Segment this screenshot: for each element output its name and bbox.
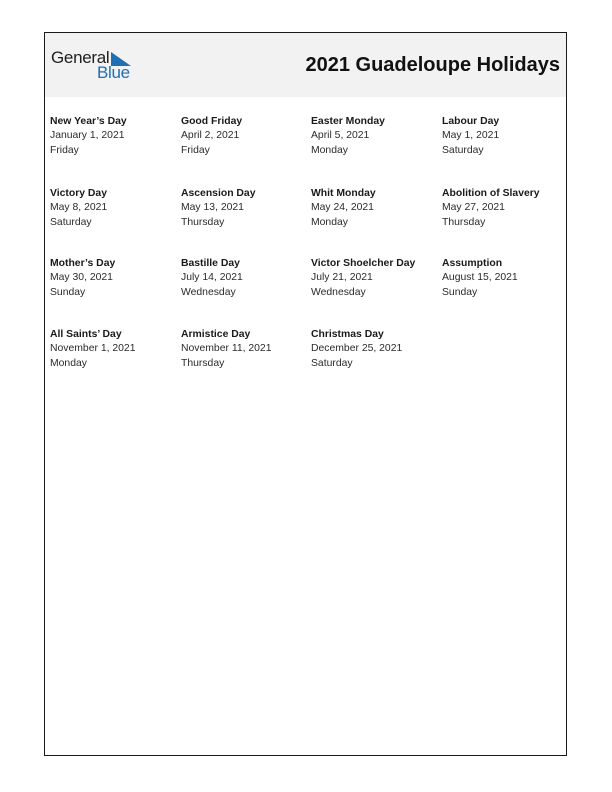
holiday-item: [50, 328, 178, 371]
holiday-weekday: Sunday: [50, 286, 86, 298]
holiday-date: May 1, 2021: [442, 130, 500, 142]
holiday-date: November 11, 2021: [181, 343, 272, 355]
holiday-name: Easter Monday: [311, 116, 385, 127]
holiday-item: [50, 115, 178, 158]
holiday-date: May 8, 2021: [50, 202, 108, 214]
header: [45, 33, 566, 97]
holiday-weekday: Friday: [50, 144, 79, 156]
holiday-name: Labour Day: [442, 116, 500, 127]
holiday-weekday: Thursday: [442, 216, 486, 228]
holiday-weekday: Saturday: [311, 357, 353, 369]
holiday-name: Whit Monday: [311, 188, 376, 199]
holiday-date: May 30, 2021: [50, 272, 113, 284]
holiday-name: New Year’s Day: [50, 116, 127, 127]
holiday-weekday: Monday: [311, 216, 348, 228]
holiday-item: [50, 187, 178, 230]
holiday-name: Good Friday: [181, 116, 243, 127]
holiday-weekday: Thursday: [181, 216, 225, 228]
holiday-item: [442, 187, 570, 230]
holiday-date: April 5, 2021: [311, 130, 370, 142]
holiday-item: [50, 257, 178, 300]
holiday-item: [181, 328, 309, 371]
holiday-item: [311, 115, 439, 158]
holiday-weekday: Monday: [50, 357, 87, 369]
holiday-weekday: Monday: [311, 144, 348, 156]
holiday-item: [442, 257, 570, 300]
holiday-name: Armistice Day: [181, 329, 251, 340]
holiday-name: Bastille Day: [181, 258, 240, 269]
holiday-name: Assumption: [442, 258, 503, 269]
holiday-name: Victory Day: [50, 188, 107, 199]
holiday-date: July 14, 2021: [181, 272, 243, 284]
holiday-name: Abolition of Slavery: [442, 188, 540, 199]
holiday-item: [311, 257, 439, 300]
holiday-date: December 25, 2021: [311, 343, 403, 355]
holiday-name: Christmas Day: [311, 329, 384, 340]
holiday-weekday: Friday: [181, 144, 210, 156]
holiday-name: All Saints’ Day: [50, 329, 122, 340]
holiday-date: November 1, 2021: [50, 343, 136, 355]
holiday-name: Victor Shoelcher Day: [311, 258, 416, 269]
holiday-item: [181, 257, 309, 300]
holiday-date: January 1, 2021: [50, 130, 125, 142]
holiday-item: [181, 115, 309, 158]
logo-text-general: General: [51, 48, 110, 67]
holiday-weekday: Sunday: [442, 286, 478, 298]
holiday-weekday: Saturday: [442, 144, 484, 156]
logo: [51, 49, 141, 83]
holiday-weekday: Wednesday: [311, 286, 366, 298]
page-frame: [44, 32, 567, 756]
holiday-date: August 15, 2021: [442, 272, 518, 284]
holiday-item: [311, 328, 439, 371]
holiday-weekday: Saturday: [50, 216, 92, 228]
holiday-date: May 27, 2021: [442, 202, 505, 214]
holiday-item: [442, 115, 570, 158]
holiday-name: Mother’s Day: [50, 258, 116, 269]
holiday-weekday: Thursday: [181, 357, 225, 369]
logo-text-blue: Blue: [97, 63, 130, 82]
holiday-item: [181, 187, 309, 230]
page-title: 2021 Guadeloupe Holidays: [305, 54, 560, 76]
holiday-date: April 2, 2021: [181, 130, 240, 142]
holiday-weekday: Wednesday: [181, 286, 236, 298]
holiday-date: May 13, 2021: [181, 202, 244, 214]
holiday-date: May 24, 2021: [311, 202, 374, 214]
holiday-date: July 21, 2021: [311, 272, 373, 284]
holiday-name: Ascension Day: [181, 188, 256, 199]
holiday-item: [311, 187, 439, 230]
